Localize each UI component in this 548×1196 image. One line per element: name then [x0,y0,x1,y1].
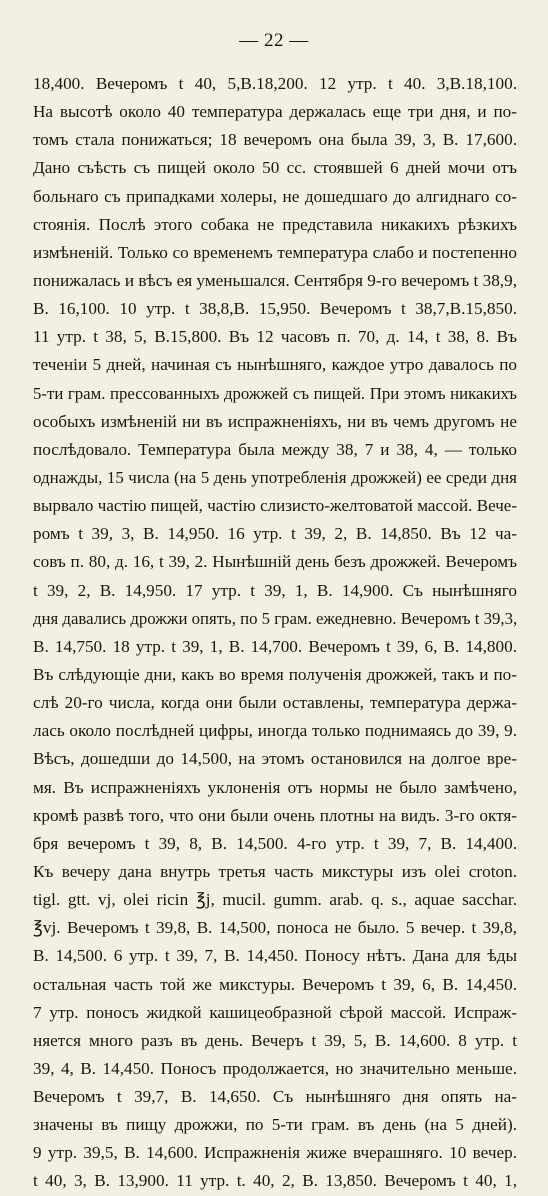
text-line: измѣненій. Только со временемъ температура слабо и постепенно [33,242,517,262]
text-line: ромъ t 39, 3, В. 14,950. 16 утр. t 39, 2, В. 14,850. Въ 12 ча- [33,524,517,544]
text-line: Дано съѣсть съ пищей около 50 сс. стоявшей 6 дней мочи отъ [33,158,517,178]
text-line: Въ слѣдующіе дни, какъ во время полученія дрожжей, такъ и по- [33,664,517,684]
text-line: теченіи 5 дней, начиная съ нынѣшняго, каждое утро давалось по [33,355,517,375]
text-line: значены въ пищу дрожжи, по 5-ти грам. въ день (на 5 дней). [33,1115,517,1135]
text-line: t 39, 2, В. 14,950. 17 утр. t 39, 1, В. 14,900. Съ нынѣшняго [33,580,517,600]
text-line: дня давались дрожжи опять, по 5 грам. ежедневно. Вечеромъ t 39,3, [33,608,518,628]
text-line: t 40, 3, В. 13,900. 11 утр. t. 40, 2, В. 13,850. Вечеромъ t 40, 1, [33,1171,517,1191]
body-text [33,70,517,1196]
text-line: понижалась и вѣсъ ея уменьшался. Сентября 9-го вечеромъ t 38,9, [33,270,517,290]
text-line: стоянія. Послѣ этого собака не представила никакихъ рѣзкихъ [33,214,517,234]
text-line: Къ вечеру дана внутрь третья часть микстуры изъ olei croton. [33,861,517,881]
text-line: На высотѣ около 40 температура держалась еще три дня, и по- [33,102,517,122]
text-line: бря вечеромъ t 39, 8, В. 14,500. 4-го утр. t 39, 7, В. 14,400. [33,833,517,853]
text-line: больнаго съ припадками холеры, не дошедшаго до алгиднаго со- [33,186,517,206]
text-line: Вѣсъ, дошедши до 14,500, на этомъ остановился на долгое вре- [33,749,517,769]
text-line: В. 16,100. 10 утр. t 38,8,В. 15,950. Вечеромъ t 38,7,В.15,850. [33,299,517,319]
text-line: 7 утр. поносъ жидкой кашицеобразной сѣрой массой. Испраж- [33,1002,517,1022]
text-line: 9 утр. 39,5, В. 14,600. Испражненія жиже вчерашняго. 10 вечер. [33,1143,517,1163]
text-line: В. 14,750. 18 утр. t 39, 1, В. 14,700. Вечеромъ t 39, 6, В. 14,800. [33,636,517,656]
text-line: лась около послѣдней цифры, иногда только поднимаясь до 39, 9. [33,721,517,741]
text-line: В. 14,500. 6 утр. t 39, 7, В. 14,450. Поносу нѣтъ. Дана для ѣды [33,946,517,966]
text-line: 5-ти грам. прессованныхъ дрожжей съ пищей. При этомъ никакихъ [33,383,517,403]
text-line: кромѣ развѣ того, что они были очень плотны на видъ. 3-го октя- [33,805,517,825]
text-line: няется много разъ въ день. Вечеръ t 39, 5, В. 14,600. 8 утр. t [33,1030,517,1050]
text-line: вырвало частію пищей, частію слизисто-желтоватой массой. Вече- [33,496,517,516]
text-line: совъ п. 80, д. 16, t 39, 2. Нынѣшній день безъ дрожжей. Вечеромъ [33,552,517,572]
text-line: ℥vj. Вечеромъ t 39,8, В. 14,500, поноса не было. 5 вечер. t 39,8, [33,918,517,938]
text-line: 11 утр. t 38, 5, В.15,800. Въ 12 часовъ п. 70, д. 14, t 38, 8. Въ [33,327,517,347]
text-line: tigl. gtt. vj, olei ricin ℥j, mucil. gumm. arab. q. s., aquae sacchar. [33,890,517,910]
text-line: особыхъ измѣненій ни въ испражненіяхъ, ни въ чемъ другомъ не [33,411,517,431]
text-line: слѣ 20-го числа, когда они были оставлены, температура держа- [33,693,517,713]
text-line: послѣдовало. Температура была между 38, 7 и 38, 4, — только [33,439,517,459]
text-line: 39, 4, В. 14,450. Поносъ продолжается, но значительно меньше. [33,1058,517,1078]
text-line: остальная часть той же микстуры. Вечеромъ t 39, 6, В. 14,450. [33,974,517,994]
page-number: — 22 — [239,30,309,51]
text-line: томъ стала понижаться; 18 вечеромъ она была 39, 3, В. 17,600. [33,130,517,150]
text-line: мя. Въ испражненіяхъ уклоненія отъ нормы не было замѣчено, [33,777,517,797]
text-line: 18,400. Вечеромъ t 40, 5,В.18,200. 12 утр. t 40. 3,В.18,100. [33,74,517,93]
text-line: однажды, 15 числа (на 5 день употребленія дрожжей) ее среди дня [33,467,517,487]
text-line: Вечеромъ t 39,7, В. 14,650. Съ нынѣшняго дня опять на- [33,1087,517,1107]
